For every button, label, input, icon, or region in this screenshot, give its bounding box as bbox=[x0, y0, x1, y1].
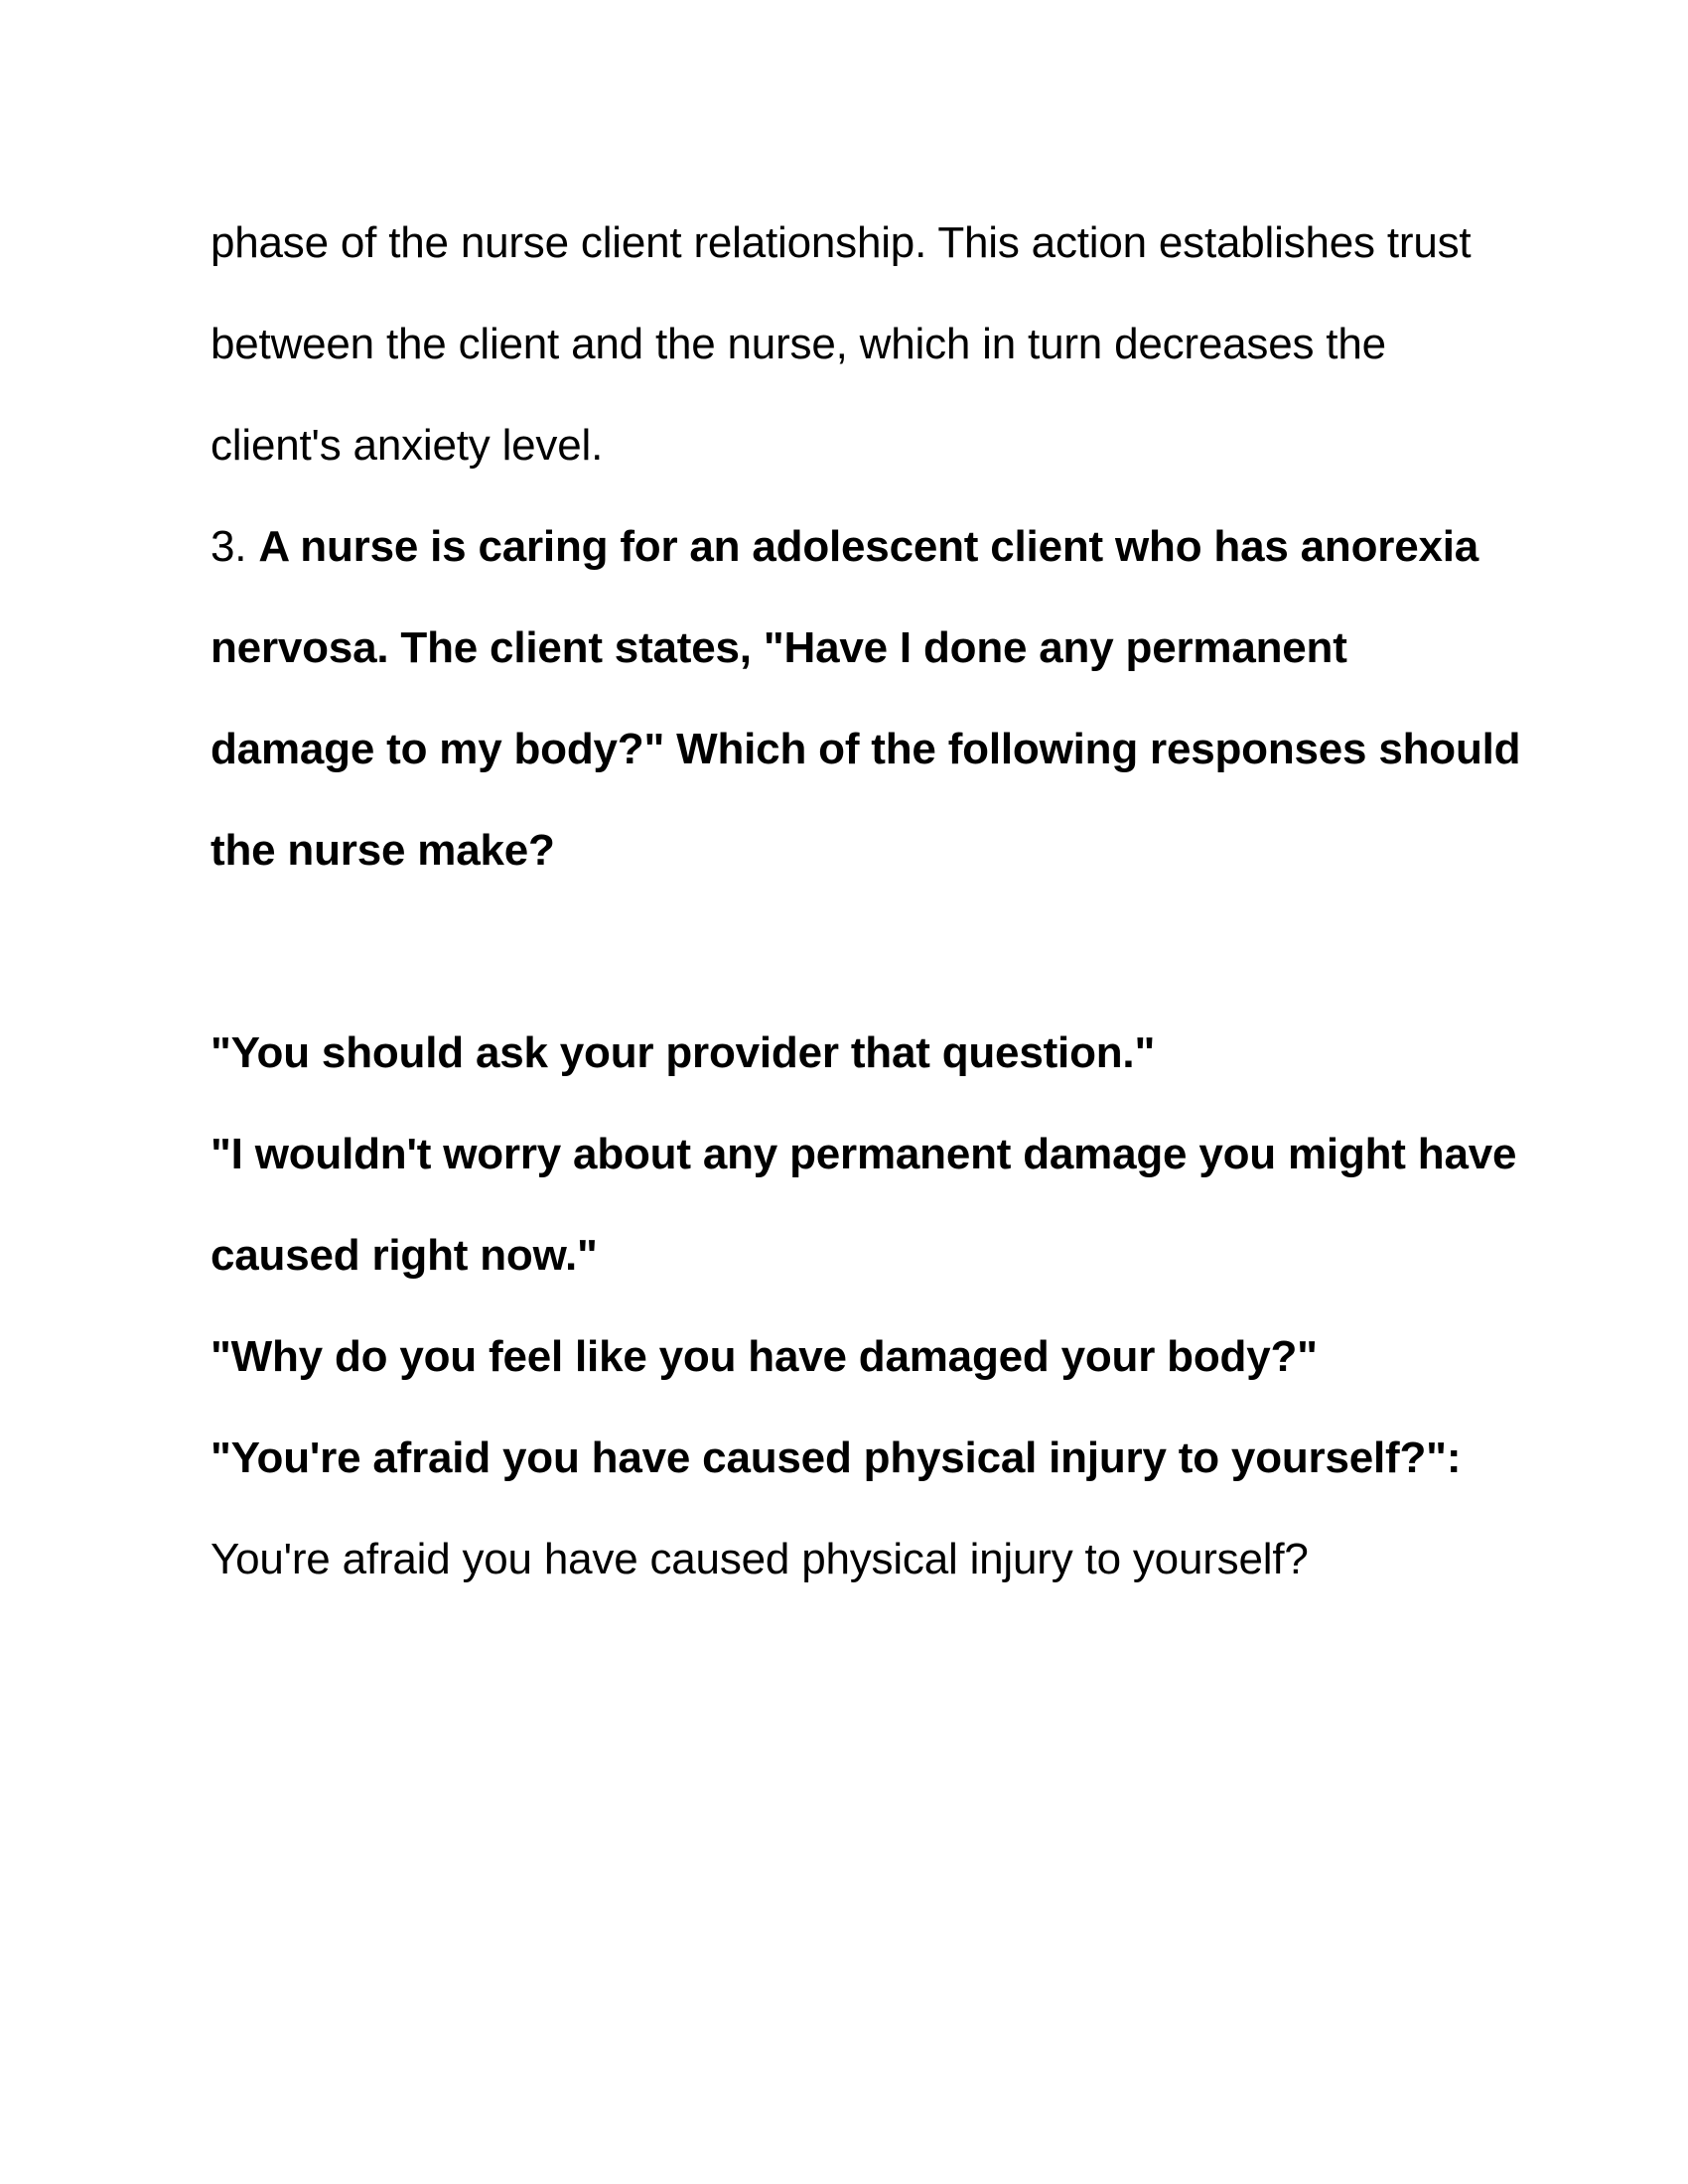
question-number: 3. bbox=[211, 522, 247, 571]
question-stem: A nurse is caring for an adolescent client who has anorexia nervosa. The client states, "Have I done any permanent damage to my body?" Which of the following responses should the nurse make? bbox=[211, 522, 1521, 875]
question-options-gap bbox=[211, 901, 1521, 1003]
correct-answer-option: "You're afraid you have caused physical injury to yourself?": bbox=[211, 1433, 1462, 1482]
answer-option: "Why do you feel like you have damaged your body?" bbox=[211, 1332, 1318, 1381]
correct-answer-explanation: You're afraid you have caused physical injury to yourself? bbox=[211, 1535, 1309, 1583]
document-body bbox=[211, 193, 1521, 1610]
answer-option: "You should ask your provider that question." bbox=[211, 1028, 1156, 1077]
prior-answer-rationale: phase of the nurse client relationship. This action establishes trust between the client and the nurse, which in turn decreases the client's anxiety level. bbox=[211, 218, 1472, 470]
answer-option: "I wouldn't worry about any permanent damage you might have caused right now." bbox=[211, 1130, 1517, 1280]
question-3 bbox=[211, 496, 1521, 901]
correct-answer bbox=[211, 1408, 1521, 1610]
